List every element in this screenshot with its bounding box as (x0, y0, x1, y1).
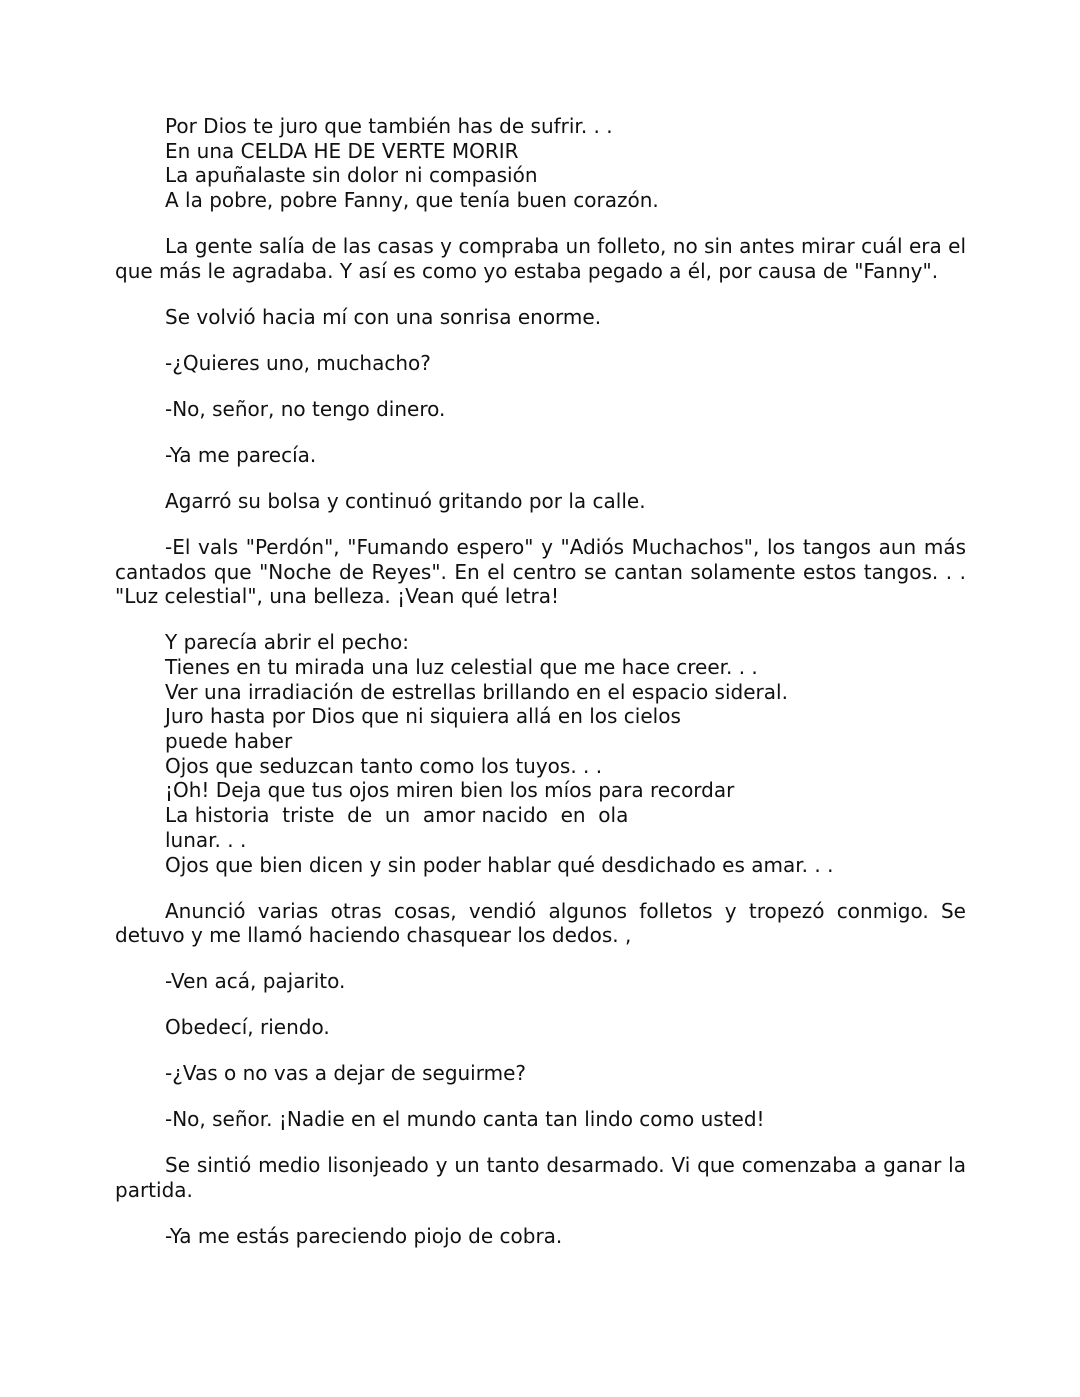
document-page (115, 114, 966, 1249)
paragraph: Se volvió hacia mí con una sonrisa enorme. (165, 304, 602, 329)
verse-line: lunar. . . (165, 827, 247, 852)
verse-line: Ver una irradiación de estrellas brillando en el espacio sideral. (165, 679, 788, 704)
paragraph: Obedecí, riendo. (165, 1015, 330, 1040)
paragraph: La gente salía de las casas y compraba un folleto, no sin antes mirar cuál era el que más le agradaba. Y así es como yo estaba pegado a él, por causa de "Fanny". (115, 234, 966, 283)
verse-line: Ojos que seduzcan tanto como los tuyos. . . (165, 753, 603, 778)
dialogue-line: -No, señor. ¡Nadie en el mundo canta tan lindo como usted! (165, 1107, 765, 1132)
verse-line: Tienes en tu mirada una luz celestial que me hace creer. . . (165, 654, 758, 679)
dialogue-line: -¿Vas o no vas a dejar de seguirme? (165, 1061, 527, 1086)
verse-line: Juro hasta por Dios que ni siquiera allá en los cielos (165, 704, 681, 729)
verse-line: La apuñalaste sin dolor ni compasión (165, 163, 538, 188)
dialogue-line: -Ven acá, pajarito. (165, 969, 346, 994)
dialogue-line: -Ya me estás pareciendo piojo de cobra. (165, 1223, 563, 1248)
verse-block-luz-celestial (115, 630, 966, 877)
dialogue-line: -Ya me parecía. (165, 442, 317, 467)
verse-line: Ojos que bien dicen y sin poder hablar qué desdichado es amar. . . (165, 852, 834, 877)
paragraph: Se sintió medio lisonjeado y un tanto desarmado. Vi que comenzaba a ganar la partida. (115, 1153, 966, 1202)
dialogue-line: -No, señor, no tengo dinero. (165, 396, 446, 421)
dialogue-line: -El vals "Perdón", "Fumando espero" y "Adiós Muchachos", los tangos aun más cantados que "Noche de Reyes". En el centro se cantan solamente estos tangos. . . "Luz celestial", una belleza. ¡Vean qué letra! (115, 534, 966, 609)
verse-line: puede haber (165, 729, 293, 754)
verse-line: A la pobre, pobre Fanny, que tenía buen corazón. (165, 188, 659, 213)
verse-line: ¡Oh! Deja que tus ojos miren bien los míos para recordar (165, 778, 735, 803)
paragraph: Anunció varias otras cosas, vendió algunos folletos y tropezó conmigo. Se detuvo y me llamó haciendo chasquear los dedos. , (115, 898, 966, 948)
verse-line: La historia triste de un amor nacido en ola (165, 803, 629, 828)
verse-line: Y parecía abrir el pecho: (165, 630, 409, 655)
dialogue-line: -¿Quieres uno, muchacho? (165, 350, 431, 375)
verse-line: En una CELDA HE DE VERTE MORIR (165, 138, 519, 163)
paragraph: Agarró su bolsa y continuó gritando por la calle. (165, 488, 646, 513)
verse-block-fanny (115, 114, 966, 213)
verse-line: Por Dios te juro que también has de sufrir. . . (165, 114, 613, 138)
